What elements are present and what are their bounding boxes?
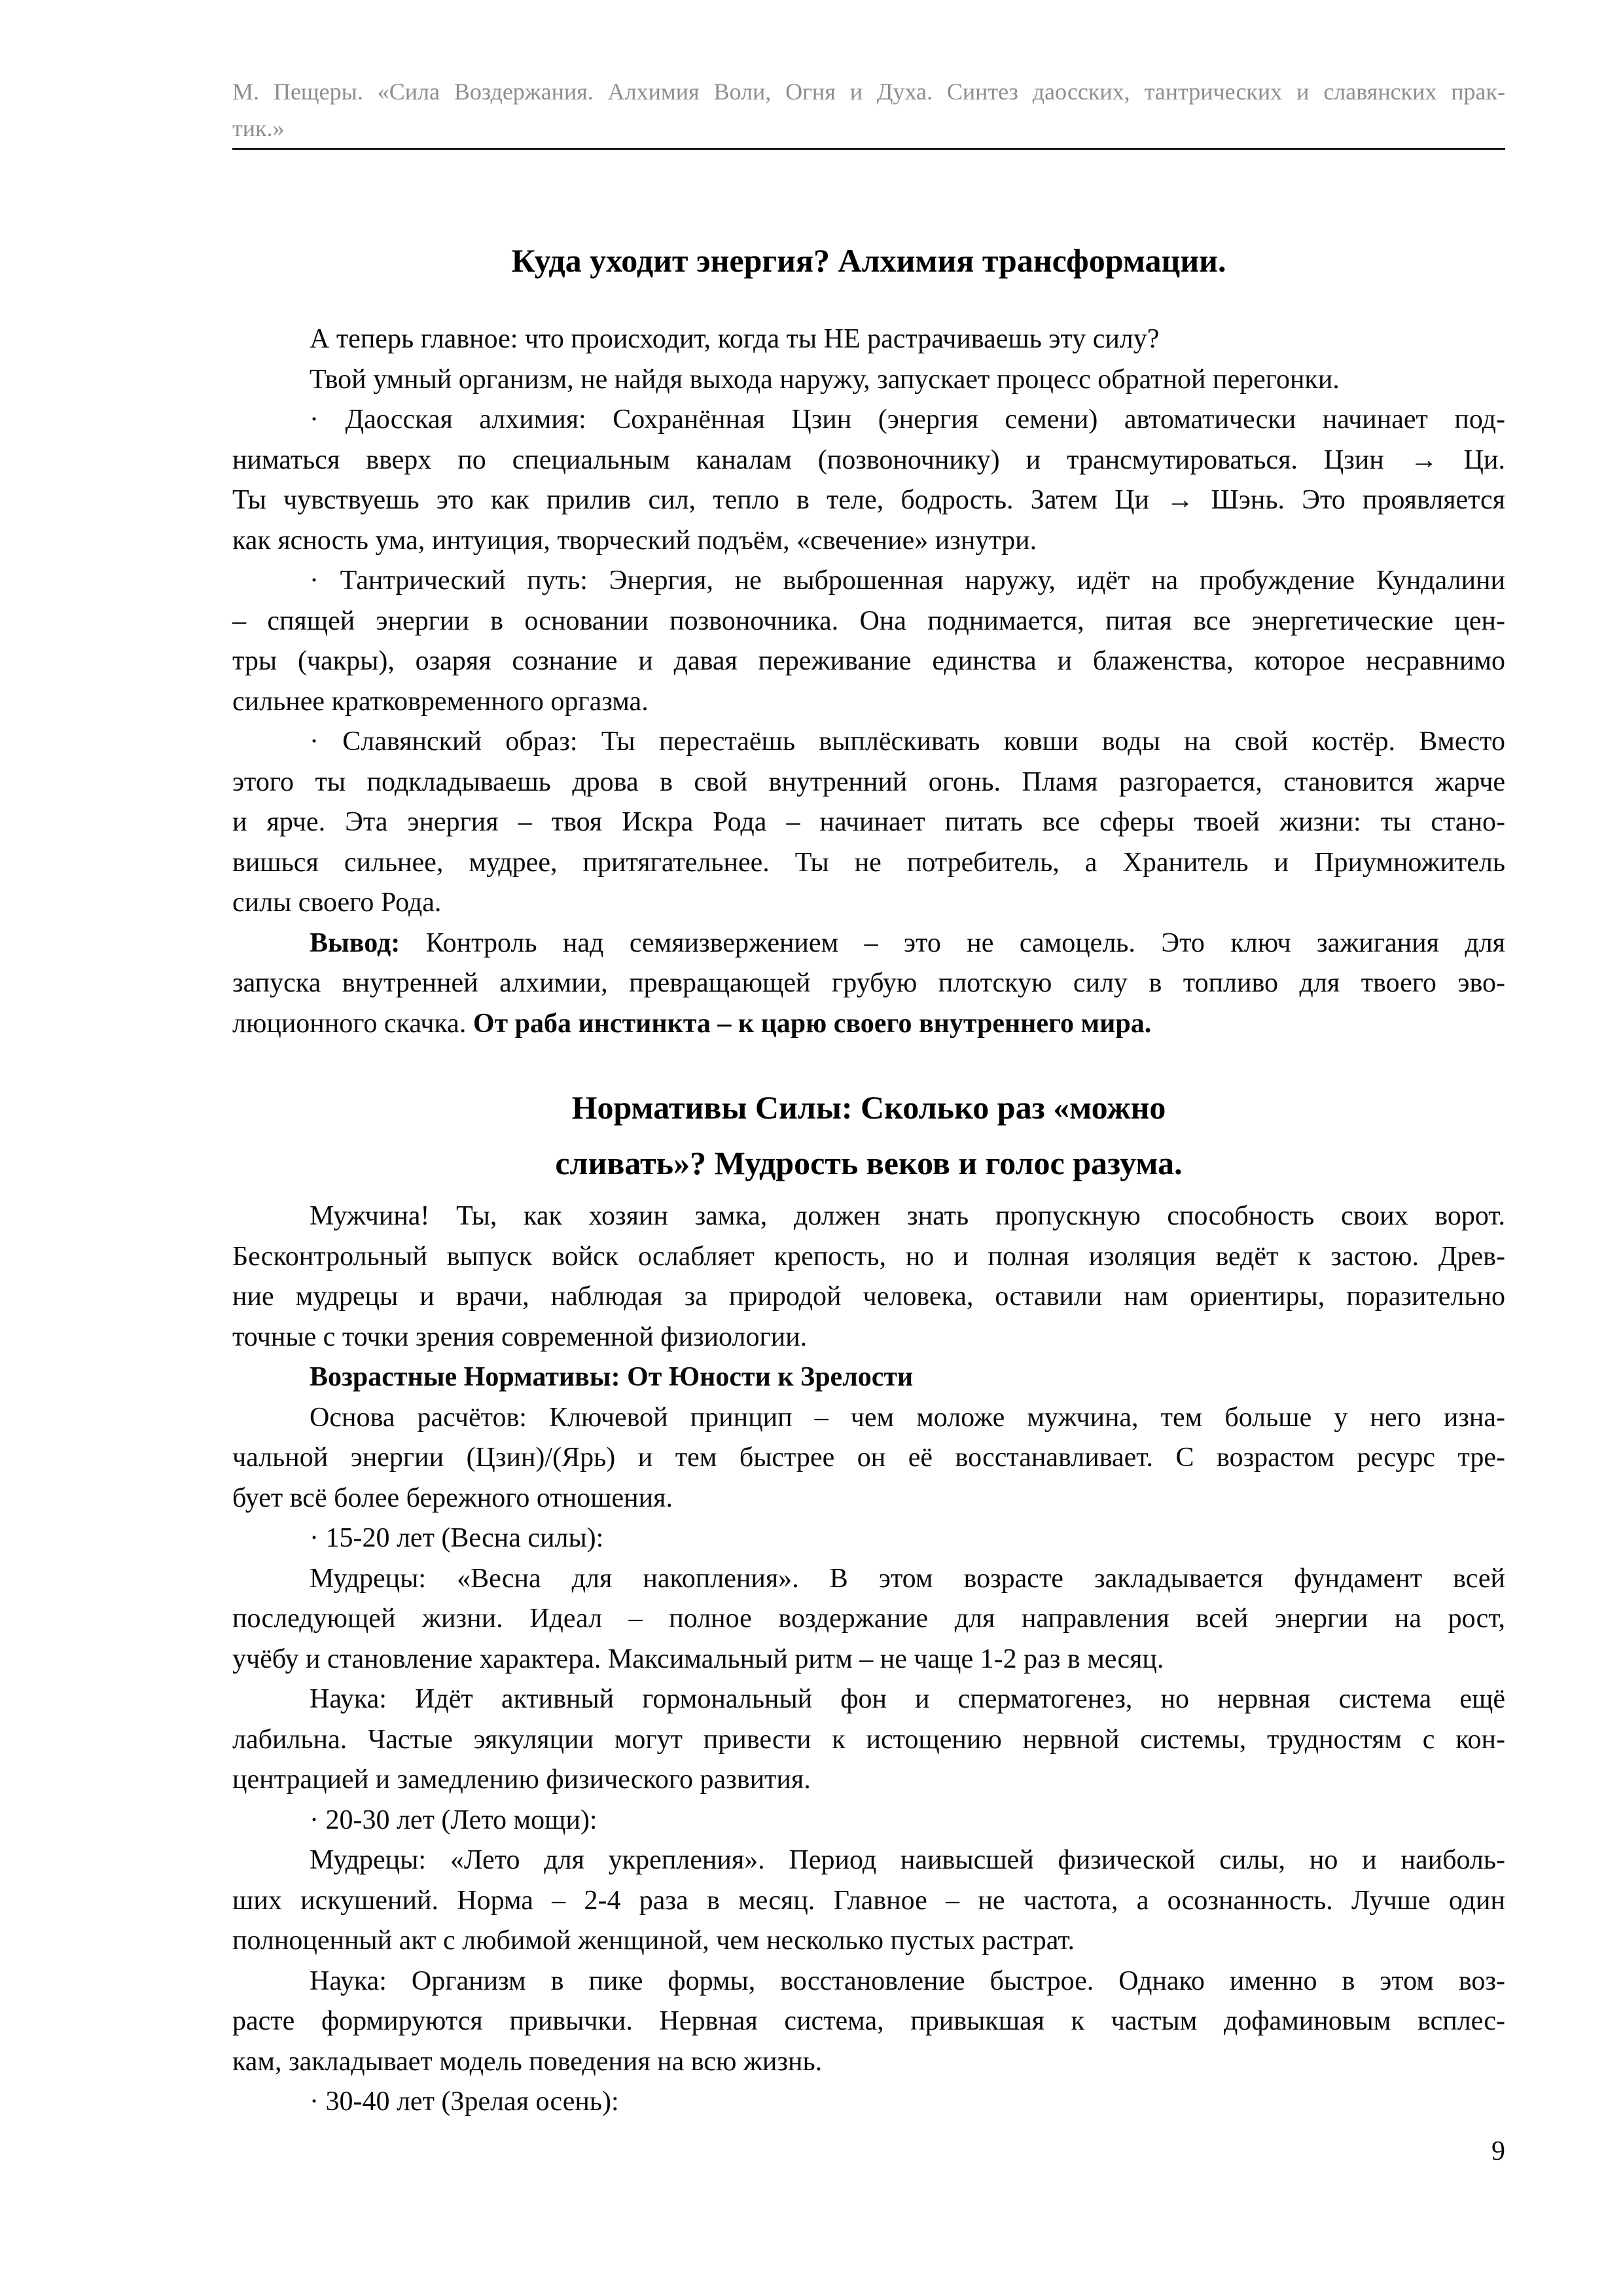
text-segment: лабильна. Частые эякуляции могут привести к истощению нервной системы, трудностям с кон-: [232, 1724, 1505, 1755]
text-line: [232, 1599, 1505, 1640]
paragraph: [232, 924, 1505, 1045]
text-segment: тры (чакры), озаряя сознание и давая переживание единства и блаженства, которое несравнимо: [232, 646, 1505, 676]
text-line: [232, 1004, 1505, 1045]
text-segment: чальной энергии (Цзин)/(Ярь) и тем быстрее он её восстанавливает. С возрастом ресурс тре-: [232, 1443, 1505, 1473]
paragraph: [232, 561, 1505, 722]
text-segment: · Тантрический путь: Энергия, не выброшенная наружу, идёт на пробуждение Кундалини: [310, 565, 1505, 596]
section-heading: [232, 1080, 1505, 1191]
paragraph: [232, 360, 1505, 401]
text-line: [232, 1801, 1505, 1841]
text-segment: кам, закладывает модель поведения на всю жизнь.: [232, 2046, 823, 2077]
text-segment: · Славянский образ: Ты перестаёшь выплёскивать ковши воды на свой костёр. Вместо: [310, 726, 1505, 757]
body-text-block-2: [232, 1196, 1505, 2123]
text-segment: Мужчина! Ты, как хозяин замка, должен знать пропускную способность своих ворот.: [310, 1201, 1505, 1231]
text-line: [232, 1479, 1505, 1519]
text-line: [232, 1196, 1505, 1237]
text-line: [232, 319, 1505, 360]
text-line: [232, 1881, 1505, 1922]
text-line: [232, 2042, 1505, 2083]
text-line: [232, 2001, 1505, 2042]
text-segment: последующей жизни. Идеал – полное воздержание для направления всей энергии на рост,: [232, 1604, 1505, 1634]
running-header-line: М. Пещеры. «Сила Воздержания. Алхимия Воли, Огня и Духа. Синтез даосских, тантрических и славянских прак-: [232, 79, 1505, 105]
text-line: [232, 1357, 1505, 1398]
text-segment: этого ты подкладываешь дрова в свой внутренний огонь. Пламя разгорается, становится жарче: [232, 766, 1505, 797]
text-line: [232, 561, 1505, 601]
text-line: [232, 682, 1505, 723]
bold-text-segment: От раба инстинкта – к царю своего внутреннего мира.: [473, 1008, 1152, 1039]
text-segment: ших искушений. Норма – 2-4 раза в месяц. Главное – не частота, а осознанность. Лучше один: [232, 1885, 1505, 1916]
text-segment: Наука: Идёт активный гормональный фон и сперматогенез, но нервная система ещё: [310, 1684, 1505, 1714]
text-segment: · 20-30 лет (Лето мощи):: [310, 1804, 597, 1835]
text-line: [232, 1237, 1505, 1278]
text-line: [232, 1962, 1505, 2002]
text-line: [232, 1277, 1505, 1318]
text-line: [232, 1720, 1505, 1761]
text-line: [232, 762, 1505, 803]
text-line: [232, 1438, 1505, 1479]
text-segment: Мудрецы: «Весна для накопления». В этом возрасте закладывается фундамент всей: [310, 1563, 1505, 1594]
paragraph: [232, 1801, 1505, 1841]
text-line: [232, 963, 1505, 1004]
text-segment: · 15-20 лет (Весна силы):: [310, 1523, 604, 1553]
text-segment: · 30-40 лет (Зрелая осень):: [310, 2087, 619, 2117]
paragraph: [232, 1559, 1505, 1680]
text-line: [232, 1760, 1505, 1801]
text-segment: и ярче. Эта энергия – твоя Искра Рода – начинает питать все сферы твоей жизни: ты стано-: [232, 807, 1505, 837]
text-line: [232, 924, 1505, 964]
text-line: [232, 2082, 1505, 2123]
text-segment: Контроль над семяизвержением – это не самоцель. Это ключ зажигания для: [400, 927, 1505, 958]
running-header: [232, 73, 1505, 147]
text-line: [232, 480, 1505, 521]
header-rule: [232, 148, 1505, 150]
text-segment: А теперь главное: что происходит, когда ты НЕ растрачиваешь эту силу?: [310, 324, 1160, 354]
paragraph: [232, 1962, 1505, 2083]
text-segment: бует всё более бережного отношения.: [232, 1482, 673, 1513]
text-segment: силы своего Рода.: [232, 888, 442, 918]
text-line: [232, 843, 1505, 884]
text-segment: центрацией и замедлению физического развития.: [232, 1765, 811, 1795]
paragraph: [232, 722, 1505, 924]
text-segment: Основа расчётов: Ключевой принцип – чем моложе мужчина, тем больше у него изна-: [310, 1402, 1505, 1433]
text-line: [232, 883, 1505, 924]
text-segment: Бесконтрольный выпуск войск ослабляет крепость, но и полная изоляция ведёт к застою. Древ-: [232, 1241, 1505, 1272]
chapter-title: Куда уходит энергия? Алхимия трансформации.: [511, 242, 1226, 279]
text-segment: Твой умный организм, не найдя выхода наружу, запускает процесс обратной перегонки.: [310, 364, 1340, 395]
text-line: [232, 802, 1505, 843]
text-line: [232, 1318, 1505, 1358]
paragraph: [232, 1196, 1505, 1357]
text-line: [232, 521, 1505, 562]
section-heading-line: Нормативы Силы: Сколько раз «можно: [571, 1089, 1166, 1126]
paragraph: [232, 2082, 1505, 2123]
paragraph: [232, 319, 1505, 360]
paragraph: [232, 1518, 1505, 1559]
text-segment: Ты чувствуешь это как прилив сил, тепло в теле, бодрость. Затем Ци → Шэнь. Это проявляется: [232, 485, 1505, 515]
body-text-block-1: [232, 319, 1505, 1044]
text-segment: запуска внутренней алхимии, превращающей грубую плотскую силу в топливо для твоего эво-: [232, 968, 1505, 998]
text-line: [232, 1518, 1505, 1559]
text-line: [232, 1640, 1505, 1680]
bold-text-segment: Вывод:: [310, 927, 401, 958]
text-line: [232, 641, 1505, 682]
section-heading-line: сливать»? Мудрость веков и голос разума.: [555, 1145, 1183, 1181]
text-line: [232, 722, 1505, 762]
text-segment: ниматься вверх по специальным каналам (позвоночнику) и трансмутироваться. Цзин → Ци.: [232, 444, 1505, 475]
text-segment: сильнее кратковременного оргазма.: [232, 686, 649, 717]
running-header-line: тик.»: [232, 115, 285, 141]
page-number: 9: [1491, 2136, 1505, 2166]
text-segment: учёбу и становление характера. Максимальный ритм – не чаще 1-2 раз в месяц.: [232, 1643, 1164, 1674]
paragraph: [232, 400, 1505, 561]
text-segment: люционного скачка.: [232, 1008, 473, 1039]
text-line: [232, 1398, 1505, 1439]
text-segment: Наука: Организм в пике формы, восстановление быстрое. Однако именно в этом воз-: [310, 1965, 1505, 1996]
text-line: [232, 601, 1505, 642]
paragraph: [232, 1679, 1505, 1801]
text-segment: расте формируются привычки. Нервная система, привыкшая к частым дофаминовым всплес-: [232, 2006, 1505, 2036]
paragraph: [232, 1840, 1505, 1962]
text-segment: Мудрецы: «Лето для укрепления». Период наивысшей физической силы, но и наиболь-: [310, 1845, 1505, 1875]
text-segment: – спящей энергии в основании позвоночника. Она поднимается, питая все энергетические цен-: [232, 605, 1505, 636]
text-segment: точные с точки зрения современной физиологии.: [232, 1321, 808, 1352]
text-line: [232, 1679, 1505, 1720]
text-line: [232, 360, 1505, 401]
text-segment: вишься сильнее, мудрее, притягательнее. Ты не потребитель, а Хранитель и Приумножитель: [232, 847, 1505, 878]
text-line: [232, 440, 1505, 481]
text-line: [232, 1840, 1505, 1881]
paragraph: [232, 1357, 1505, 1398]
text-segment: ние мудрецы и врачи, наблюдая за природой человека, оставили нам ориентиры, поразительно: [232, 1282, 1505, 1312]
text-segment: как ясность ума, интуиция, творческий подъём, «свечение» изнутри.: [232, 525, 1037, 556]
text-segment: полноценный акт с любимой женщиной, чем несколько пустых растрат.: [232, 1926, 1075, 1956]
bold-text-segment: Возрастные Нормативы: От Юности к Зрелости: [310, 1362, 914, 1392]
text-segment: · Даосская алхимия: Сохранённая Цзин (энергия семени) автоматически начинает под-: [310, 404, 1505, 435]
paragraph: [232, 1398, 1505, 1519]
text-line: [232, 1921, 1505, 1962]
text-line: [232, 400, 1505, 440]
text-line: [232, 1559, 1505, 1600]
